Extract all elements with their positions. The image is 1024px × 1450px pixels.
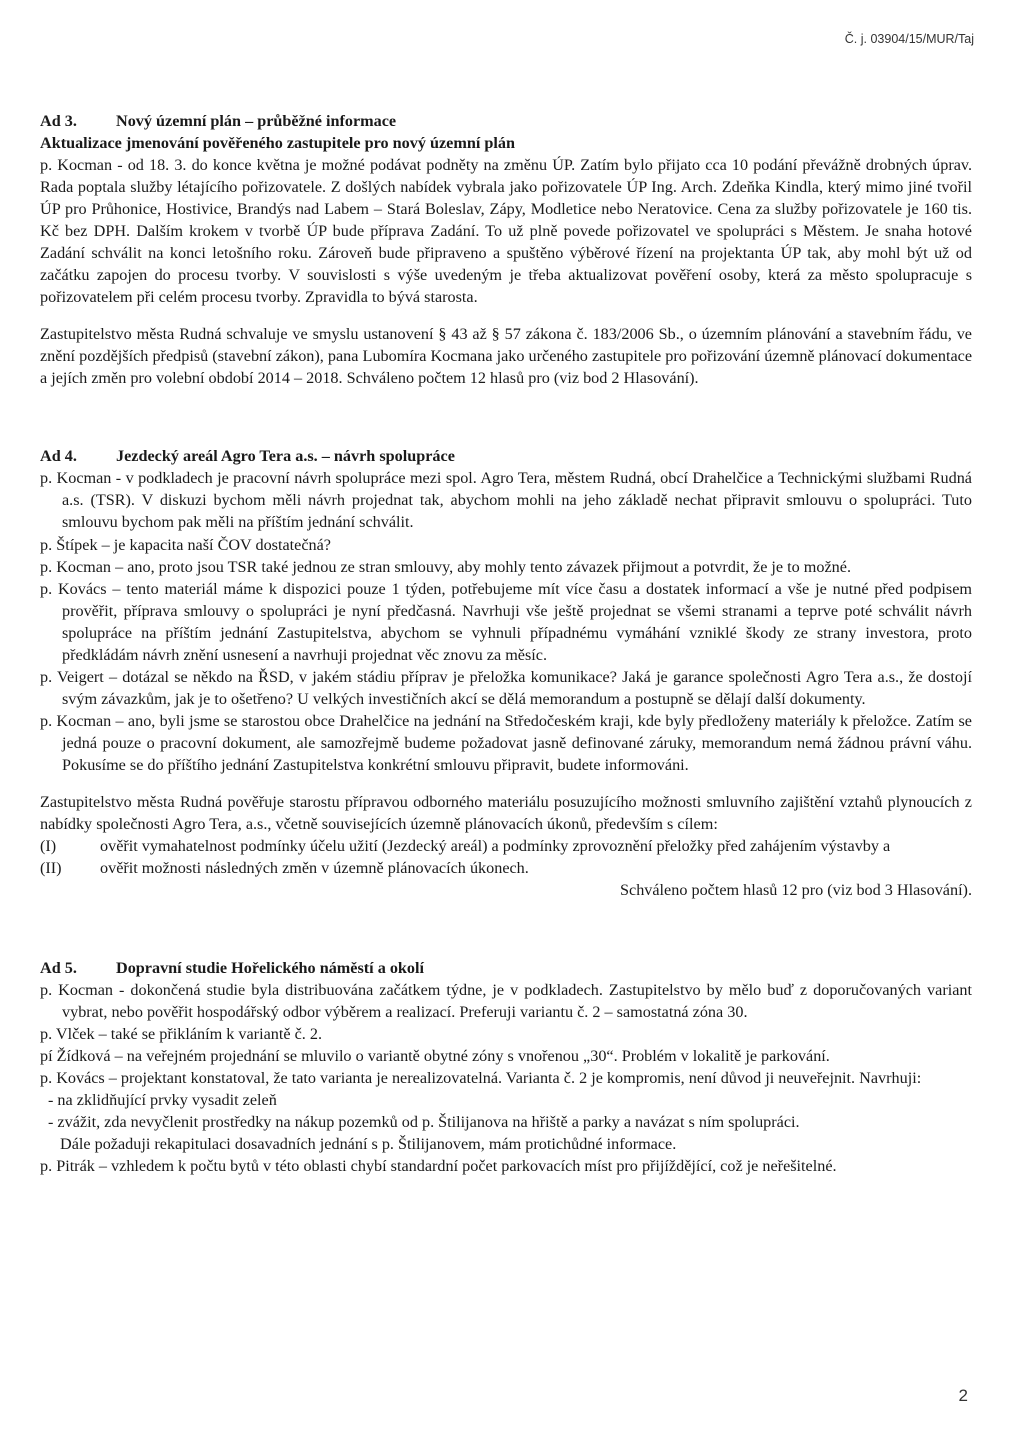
section-number: Ad 3. — [40, 112, 77, 130]
list-text: ověřit vymahatelnost podmínky účelu užití (Jezdecký areál) a podmínky zprovoznění přeložky před zahájením výstavby a — [100, 836, 891, 855]
section-subtitle: Aktualizace jmenování pověřeného zastupitele pro nový územní plán — [40, 134, 515, 153]
document-reference: Č. j. 03904/15/MUR/Taj — [844, 32, 974, 46]
list-marker: (II) — [40, 858, 62, 877]
proposal-item: - zvážit, zda nevyčlenit prostředky na nákup pozemků od p. Štilijanova na hřiště a parky a navázat s ním spolupráci. — [48, 1113, 800, 1132]
section-heading — [40, 957, 972, 979]
section-title: Jezdecký areál Agro Tera a.s. – návrh spolupráce — [116, 447, 455, 466]
speaker-entry: p. Kovács – projektant konstatoval, že tato varianta je nerealizovatelná. Varianta č. 2 je kompromis, není důvod ji neuveřejnit. Navrhuji: — [40, 1069, 922, 1088]
paragraph: Dále požaduji rekapitulaci dosavadních jednání s p. Štilijanovem, mám protichůdné informace. — [60, 1135, 677, 1154]
section-ad3 — [40, 110, 972, 389]
speaker-entry: p. Vlček – také se přikláním k variantě č. 2. — [40, 1025, 322, 1044]
speaker-entry: pí Žídková – na veřejném projednání se mluvilo o variantě obytné zóny s vnořenou „30“. Problém v lokalitě je parkování. — [40, 1047, 830, 1066]
section-ad5 — [40, 957, 972, 1177]
speaker-entry: p. Kocman - v podkladech je pracovní návrh spolupráce mezi spol. Agro Tera, městem Rudná, obcí Drahelčice a Technickými službami Rudná a.s. (TSR). V diskuzi bychom měli návrh projednat tak, abychom mohli na jeho základě nechat připravit smlouvu o spolupráci. Tuto smlouvu bychom pak měli na příštím jednání schválit. — [40, 469, 972, 532]
resolution-list-item — [40, 835, 972, 857]
list-text: ověřit možnosti následných změn v územně plánovacích úkonech. — [100, 858, 529, 877]
speaker-entry: p. Veigert – dotázal se někdo na ŘSD, v jakém stádiu příprav je přeložka komunikace? Jaká je garance společnosti Agro Tera a.s., že dostojí svým závazkům, jak je to ošetřeno? U velkých investičních akcí se dělá memorandum a postupně se dělají další dokumenty. — [40, 667, 972, 708]
speaker-entry: p. Štípek – je kapacita naší ČOV dostatečná? — [40, 535, 331, 554]
speaker-entry: p. Kovács – tento materiál máme k dispozici pouze 1 týden, potřebujeme mít více času a dostatek informací a vše je nutné před podpisem prověřit, příprava smlouvy o spolupráci je nyní předčasná. Navrhuji vše ještě projednat se všemi stranami a teprve poté schválit návrh spolupráce na příštím jednání Zastupitelstva, abychom se vyhnuli případnému vymáhání vzniklé škody ze strany investora, proto předkládám návrh znění usnesení a navrhuji projednat věc znovu za měsíc. — [40, 579, 972, 664]
section-heading — [40, 445, 972, 467]
speaker-entry: p. Pitrák – vzhledem k počtu bytů v této oblasti chybí standardní počet parkovacích míst pro přijíždějící, což je neřešitelné. — [40, 1157, 837, 1176]
speaker-entry: p. Kocman – ano, proto jsou TSR také jednou ze stran smlouvy, aby mohly tento závazek přijmout a potvrdit, že je to možné. — [40, 557, 851, 576]
section-title: Dopravní studie Hořelického náměstí a okolí — [116, 959, 425, 977]
speaker-entry: p. Kocman - dokončená studie byla distribuována začátkem týdne, je v podkladech. Zastupitelstvo by mělo buď z doporučovaných variant vybrat, nebo pověřit hospodářský odbor výběrem a realizací. Preferuji variantu č. 2 – samostatná zóna 30. — [40, 981, 972, 1022]
resolution: Zastupitelstvo města Rudná pověřuje starostu přípravou odborného materiálu posuzujícího možnosti smluvního zajištění vztahů plynoucích z nabídky společnosti Agro Tera, a.s., včetně souvisejících územně plánovacích úkonů, především s cílem: — [40, 792, 972, 833]
list-marker: (I) — [40, 836, 57, 855]
page-number: 2 — [958, 1386, 968, 1405]
section-number: Ad 4. — [40, 447, 77, 466]
section-ad4 — [40, 445, 972, 901]
document-body — [40, 110, 972, 1177]
section-title: Nový územní plán – průběžné informace — [116, 112, 397, 130]
paragraph: p. Kocman - od 18. 3. do konce května je možné podávat podněty na změnu ÚP. Zatím bylo přijato cca 10 podání převážně drobných úprav. Rada poptala služby létajícího pořizovatele. Z došlých nabídek vybrala jako pořizovatele ÚP Ing. Arch. Zdeňka Kindla, který mimo jiné tvořil ÚP pro Průhonice, Hostivice, Brandýs nad Labem – Stará Boleslav, Zápy, Modletice nebo Neratovice. Cena za služby pořizovatele je 160 tis. Kč bez DPH. Dalším krokem v tvorbě ÚP bude příprava Zadání. To už plně povede pořizovatel ve spolupráci s Městem. Je snaha hotové Zadání schválit na konci letošního roku. Zároveň bude připraveno a spuštěno výběrové řízení na projektanta ÚP tak, aby mohl být už od začátku zapojen do procesu tvorby. V souvislosti s výše uvedeným je třeba aktualizovat pověření osoby, která za město spolupracuje s pořizovatelem při celém procesu tvorby. Zpravidla to bývá starosta. — [40, 156, 972, 307]
resolution-list-item — [40, 857, 972, 879]
approval-note: Schváleno počtem hlasů 12 pro (viz bod 3 Hlasování). — [620, 880, 972, 899]
section-number: Ad 5. — [40, 959, 77, 977]
resolution: Zastupitelstvo města Rudná schvaluje ve smyslu ustanovení § 43 až § 57 zákona č. 183/2006 Sb., o územním plánování a stavebním řádu, ve znění pozdějších předpisů (stavební zákon), pana Lubomíra Kocmana jako určeného zastupitele pro pořizování územně plánovací dokumentace a jejích změn pro volební období 2014 – 2018. Schváleno počtem 12 hlasů pro (viz bod 2 Hlasování). — [40, 325, 972, 388]
speaker-entry: p. Kocman – ano, byli jsme se starostou obce Drahelčice na jednání na Středočeském kraji, kde byly předloženy materiály k přeložce. Zatím se jedná pouze o pracovní dokument, ale samozřejmě budeme požadovat jasně definované záruky, memorandum nemá žádnou právní váhu. Pokusíme se do příštího jednání Zastupitelstva konkrétní smlouvu připravit, budete informováni. — [40, 711, 972, 774]
section-heading — [40, 110, 972, 132]
proposal-item: - na zklidňující prvky vysadit zeleň — [48, 1091, 277, 1110]
